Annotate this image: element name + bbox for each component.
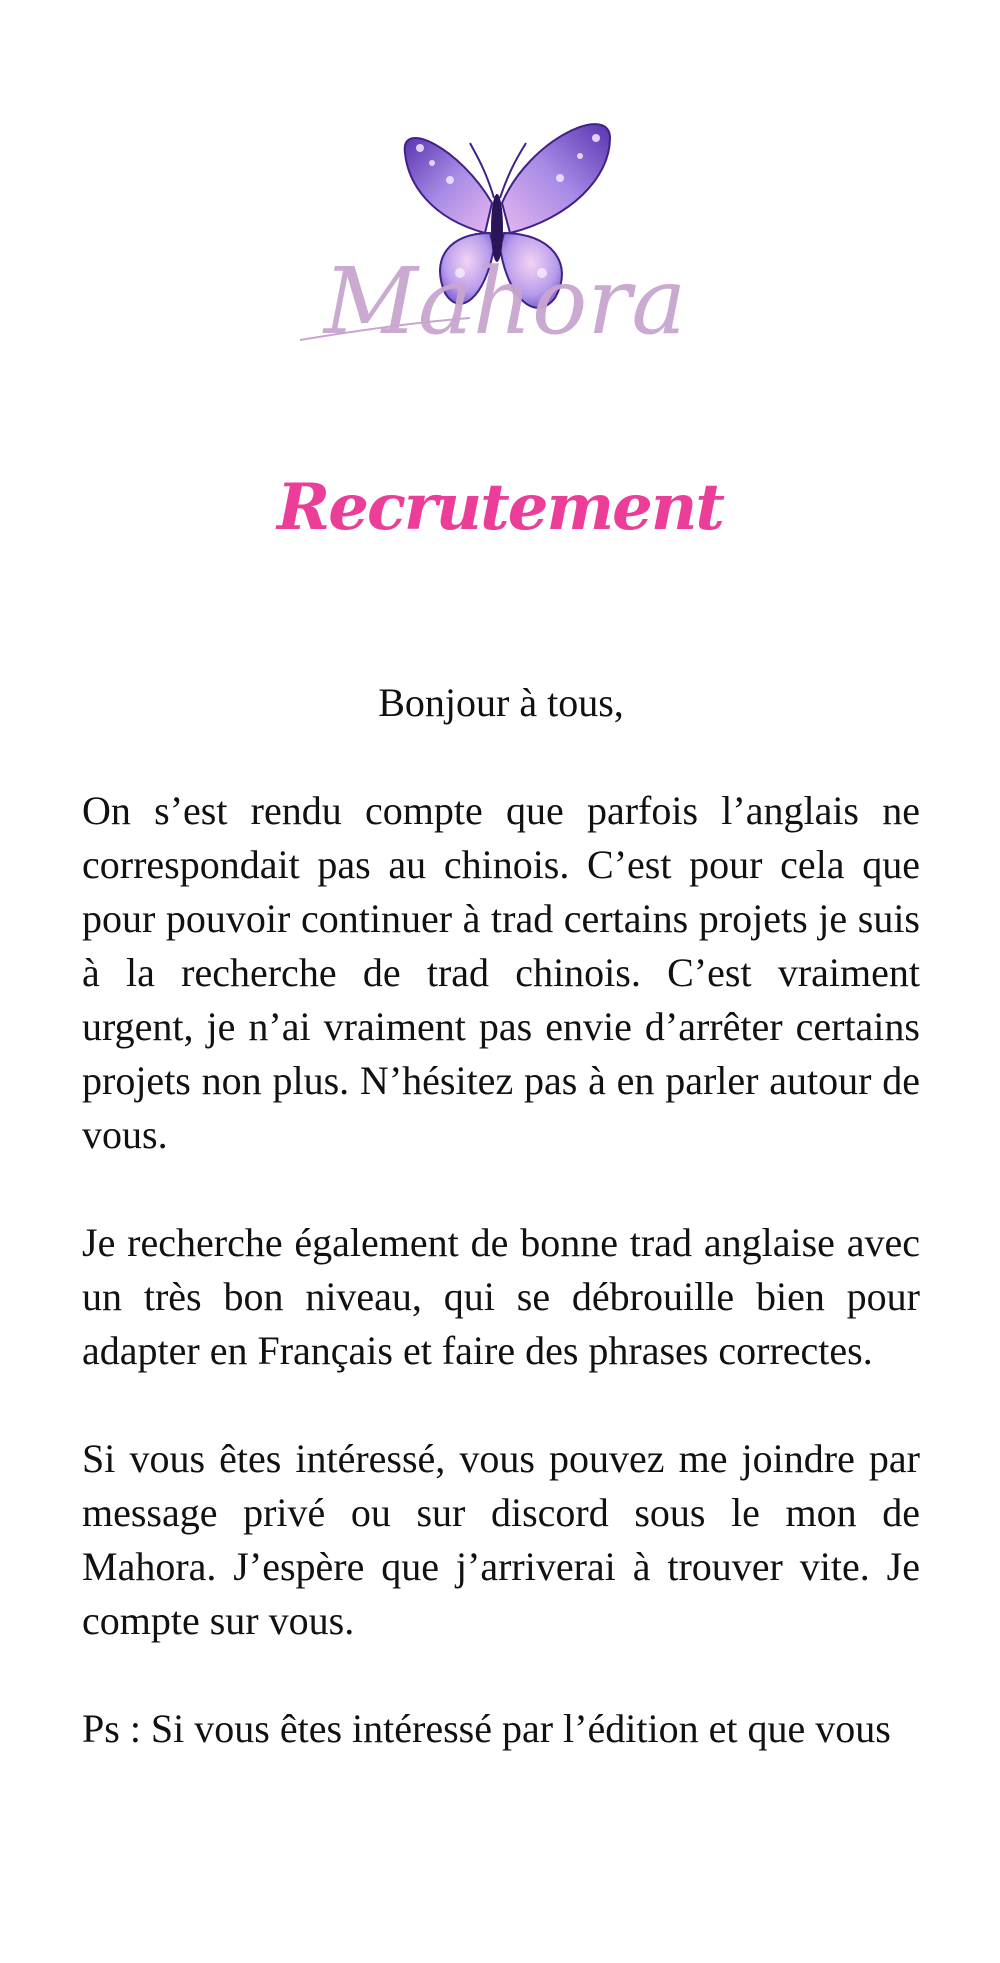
greeting: Bonjour à tous,	[378, 680, 624, 725]
paragraph: Je recherche également de bonne trad anglaise avec un très bon niveau, qui se débrouille bien pour adapter en Français et faire des phrases correctes.	[82, 1220, 920, 1373]
mahora-logo	[280, 108, 720, 358]
paragraph: On s’est rendu compte que parfois l’anglais ne correspondait pas au chinois. C’est pour cela que pour pouvoir continuer à trad certains projets je suis à la recherche de trad chinois. C’est vraiment urgent, je n’ai vraiment pas envie d’arrêter certains projets non plus. N’hésitez pas à en parler autour de vous.	[82, 788, 920, 1157]
paragraph: Si vous êtes intéressé, vous pouvez me joindre par message privé ou sur discord sous le mon de Mahora. J’espère que j’arriverai à trouver vite. Je compte sur vous.	[82, 1436, 920, 1643]
letter-body	[82, 676, 920, 1756]
logo-wordmark: Mahora	[323, 248, 687, 355]
paragraph: Ps : Si vous êtes intéressé par l’édition et que vous	[82, 1706, 891, 1751]
butterfly-icon	[280, 108, 720, 358]
page-title: Recrutement	[277, 470, 723, 545]
